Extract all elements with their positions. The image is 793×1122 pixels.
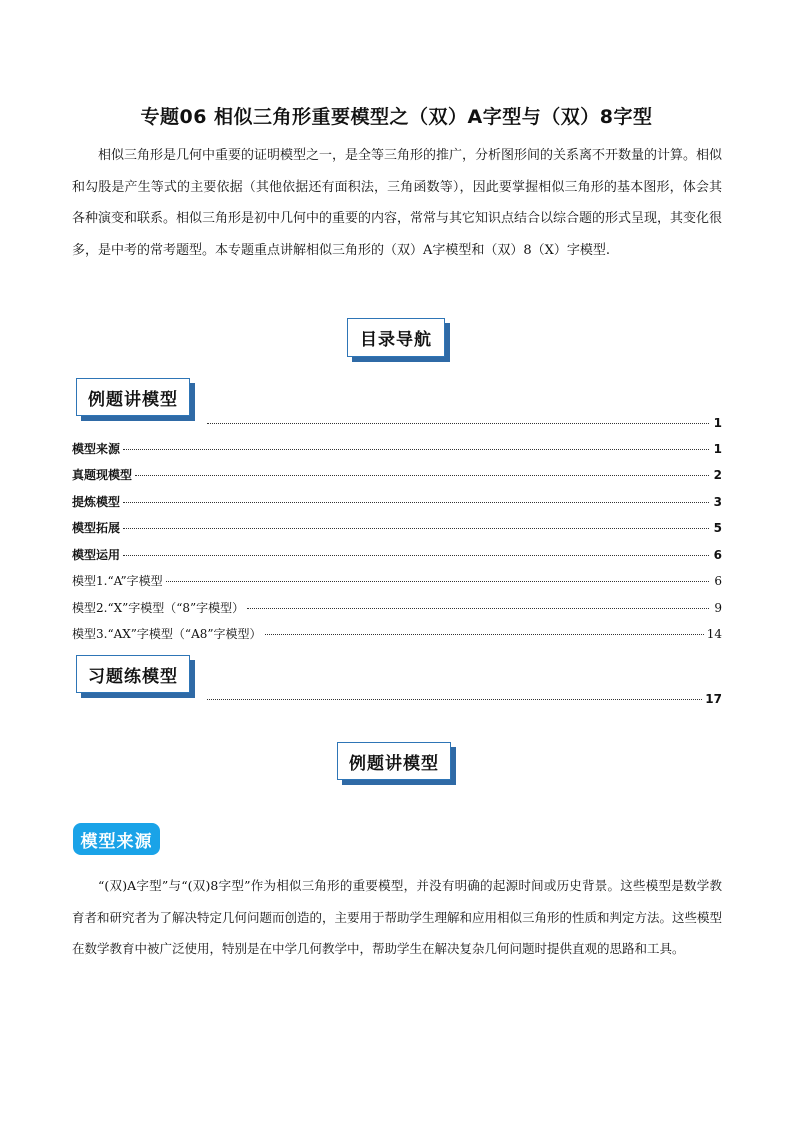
toc-heading: 目录导航 [347, 318, 445, 357]
toc-page: 3 [713, 495, 722, 509]
main-heading: 例题讲模型 [337, 742, 451, 780]
toc-row-section2[interactable] [204, 692, 722, 708]
page-title: 专题06 相似三角形重要模型之（双）A字型与（双）8字型 [140, 106, 653, 128]
dot-leader [123, 502, 709, 503]
toc-page: 1 [713, 416, 722, 430]
toc-page: 9 [714, 601, 722, 615]
toc-page: 2 [713, 468, 722, 482]
dot-leader [265, 634, 704, 635]
toc-row[interactable] [72, 625, 722, 641]
toc-label: 真题现模型 [72, 468, 133, 482]
dot-leader [247, 608, 709, 609]
model-source-tag: 模型来源 [73, 823, 160, 855]
toc-page: 6 [713, 548, 722, 562]
toc-row[interactable] [72, 546, 722, 562]
toc-label: 模型运用 [72, 548, 121, 562]
dot-leader [123, 449, 709, 450]
toc-label: 模型3.“AX”字模型（“A8”字模型） [72, 627, 262, 641]
dot-leader [123, 555, 709, 556]
toc-row[interactable] [72, 493, 722, 509]
toc-page: 6 [714, 574, 722, 588]
intro-paragraph: 相似三角形是几何中重要的证明模型之一，是全等三角形的推广，分析图形间的关系离不开数量的计算。相似和勾股是产生等式的主要依据（其他依据还有面积法，三角函数等），因此要掌握相似三角形的基本图形，体会其各种演变和联系。相似三角形是初中几何中的重要的内容，常常与其它知识点结合以综合题的形式呈现，其变化很多，是中考的常考题型。本专题重点讲解相似三角形的（双）A字模型和（双）8（X）字模型. [72, 148, 723, 258]
section2-heading[interactable]: 习题练模型 [76, 655, 190, 693]
toc-label: 模型1.“A”字模型 [72, 574, 163, 588]
toc-page: 17 [705, 692, 722, 706]
dot-leader [135, 475, 709, 476]
toc-label: 模型来源 [72, 442, 121, 456]
toc-row-section1[interactable] [204, 416, 722, 432]
toc-row[interactable] [72, 599, 722, 615]
section1-heading[interactable]: 例题讲模型 [76, 378, 190, 416]
dot-leader [123, 528, 709, 529]
body-paragraph: “(双)A字型”与“(双)8字型”作为相似三角形的重要模型，并没有明确的起源时间或历史背景。这些模型是数学教育者和研究者为了解决特定几何问题而创造的，主要用于帮助学生理解和应用相似三角形的性质和判定方法。这些模型在数学教育中被广泛使用，特别是在中学几何教学中，帮助学生在解决复杂几何问题时提供直观的思路和工具。 [72, 878, 723, 956]
toc-row[interactable] [72, 519, 722, 535]
toc-page: 14 [706, 627, 722, 641]
dot-leader [207, 699, 702, 700]
dot-leader [166, 581, 709, 582]
toc-page: 5 [713, 521, 722, 535]
toc-label: 提炼模型 [72, 495, 121, 509]
toc-row[interactable] [72, 466, 722, 482]
toc-row[interactable] [72, 572, 722, 588]
toc-row[interactable] [72, 440, 722, 456]
toc-label: 模型2.“X”字模型（“8”字模型） [72, 601, 245, 615]
dot-leader [207, 423, 709, 424]
toc-page: 1 [713, 442, 722, 456]
toc-label: 模型拓展 [72, 521, 121, 535]
